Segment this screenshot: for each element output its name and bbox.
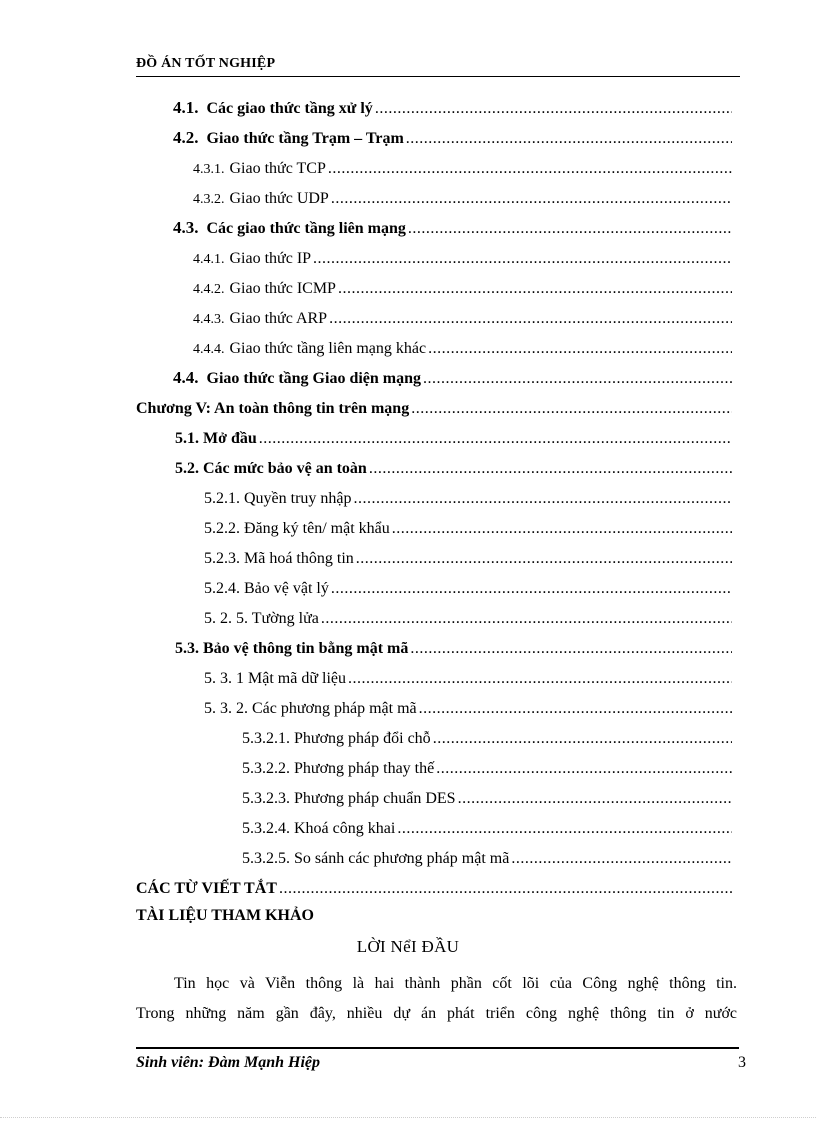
toc-leader bbox=[411, 400, 732, 418]
toc-entry[interactable] bbox=[204, 664, 732, 688]
toc-entry[interactable] bbox=[242, 814, 732, 838]
toc-entry[interactable] bbox=[173, 94, 732, 118]
toc-entry[interactable] bbox=[136, 394, 732, 418]
toc-entry-label: Giao thức tầng liên mạng khác bbox=[229, 340, 427, 357]
toc-references-entry[interactable]: TÀI LIỆU THAM KHẢO bbox=[136, 907, 314, 924]
toc-entry-number: 4.1. bbox=[173, 98, 199, 117]
toc-entry[interactable] bbox=[242, 784, 732, 808]
toc-leader bbox=[419, 700, 732, 718]
toc-entry-label: 5.2.3. Mã hoá thông tin bbox=[204, 550, 354, 567]
toc-entry-label: 5.3.2.5. So sánh các phương pháp mật mã bbox=[242, 850, 510, 867]
toc-entry-label: 5. 3. 2. Các phương pháp mật mã bbox=[204, 700, 417, 717]
toc-entry-label: 5.2.2. Đăng ký tên/ mật khẩu bbox=[204, 520, 390, 537]
toc-entry-number: 4.4.4. bbox=[193, 342, 225, 357]
toc-leader bbox=[331, 190, 732, 208]
toc-entry-label: 5.3.2.2. Phương pháp thay thế bbox=[242, 760, 435, 777]
toc-leader bbox=[406, 130, 732, 148]
toc-leader bbox=[410, 640, 732, 658]
toc-entry[interactable] bbox=[173, 124, 732, 148]
toc-entry[interactable] bbox=[204, 514, 732, 538]
page-number: 3 bbox=[738, 1054, 746, 1071]
toc-entry-label: 5.1. Mở đầu bbox=[175, 430, 257, 447]
toc-entry[interactable] bbox=[204, 574, 732, 598]
toc-leader bbox=[408, 220, 732, 238]
toc-leader bbox=[329, 310, 732, 328]
toc-entry-label: Giao thức UDP bbox=[229, 190, 329, 207]
toc-entry-number: 4.4. bbox=[173, 368, 199, 387]
toc-leader bbox=[331, 580, 732, 598]
page-header-title: ĐỒ ÁN TỐT NGHIỆP bbox=[136, 56, 276, 71]
toc-entry-label: Các giao thức tầng xử lý bbox=[206, 100, 373, 117]
toc-entry[interactable] bbox=[204, 484, 732, 508]
toc-leader bbox=[321, 610, 732, 628]
toc-entry[interactable] bbox=[173, 364, 732, 388]
toc-entry[interactable] bbox=[193, 154, 732, 178]
toc-entry-label: 5.3.2.4. Khoá công khai bbox=[242, 820, 396, 837]
toc-entry-number: 4.4.1. bbox=[193, 252, 225, 267]
toc-entry-number: 4.3.1. bbox=[193, 162, 225, 177]
toc-entry-label: CÁC TỪ VIẾT TẮT bbox=[136, 880, 277, 897]
toc-leader bbox=[433, 730, 732, 748]
toc-leader bbox=[313, 250, 732, 268]
toc-entry[interactable] bbox=[204, 544, 732, 568]
toc-leader bbox=[458, 790, 732, 808]
page-bottom-edge bbox=[0, 1117, 816, 1118]
toc-entry[interactable] bbox=[193, 244, 732, 268]
toc-leader bbox=[356, 550, 732, 568]
toc-leader bbox=[397, 820, 732, 838]
toc-leader bbox=[375, 100, 732, 118]
toc-entry-label: Giao thức ARP bbox=[229, 310, 328, 327]
toc-leader bbox=[428, 340, 732, 358]
toc-entry[interactable] bbox=[204, 604, 732, 628]
toc-leader bbox=[511, 850, 732, 868]
toc-entry-label: Các giao thức tầng liên mạng bbox=[206, 220, 406, 237]
toc-entry-label: Giao thức tầng Trạm – Trạm bbox=[206, 130, 404, 147]
toc-entry[interactable] bbox=[193, 274, 732, 298]
toc-entry-label: 5. 2. 5. Tường lửa bbox=[204, 610, 319, 627]
toc-entry-label: Chương V: An toàn thông tin trên mạng bbox=[136, 400, 410, 417]
toc-entry-label: 5.2.4. Bảo vệ vật lý bbox=[204, 580, 329, 597]
toc-leader bbox=[348, 670, 732, 688]
toc-leader bbox=[338, 280, 732, 298]
toc-leader bbox=[259, 430, 732, 448]
toc-entry[interactable] bbox=[193, 304, 732, 328]
toc-entry[interactable] bbox=[136, 874, 732, 898]
footer-author: Sinh viên: Đàm Mạnh Hiệp bbox=[136, 1054, 321, 1071]
toc-leader bbox=[279, 880, 732, 898]
toc-entry[interactable] bbox=[193, 184, 732, 208]
toc-entry-label: Giao thức IP bbox=[229, 250, 312, 267]
intro-heading: LỜI NểI ĐẦU bbox=[356, 937, 460, 956]
toc-leader bbox=[423, 370, 732, 388]
intro-paragraph-line: Trong những năm gần đây, nhiều dự án phát triển công nghệ thông tin ở nước bbox=[136, 1005, 737, 1022]
toc-entry-label: 5.2.1. Quyền truy nhập bbox=[204, 490, 352, 507]
toc-entry-label: Giao thức TCP bbox=[229, 160, 326, 177]
toc-entry-number: 4.4.3. bbox=[193, 312, 225, 327]
toc-entry[interactable] bbox=[175, 424, 732, 448]
toc-entry[interactable] bbox=[242, 844, 732, 868]
toc-entry-number: 4.3.2. bbox=[193, 192, 225, 207]
toc-entry[interactable] bbox=[204, 694, 732, 718]
toc-entry-label: 5.2. Các mức bảo vệ an toàn bbox=[175, 460, 367, 477]
toc-entry-label: 5. 3. 1 Mật mã dữ liệu bbox=[204, 670, 346, 687]
toc-entry-number: 4.3. bbox=[173, 218, 199, 237]
toc-entry[interactable] bbox=[175, 454, 732, 478]
toc-entry-label: Giao thức tầng Giao diện mạng bbox=[206, 370, 422, 387]
footer-rule bbox=[136, 1047, 739, 1049]
toc-entry-label: 5.3. Bảo vệ thông tin bằng mật mã bbox=[175, 640, 409, 657]
toc-entry[interactable] bbox=[193, 334, 732, 358]
toc-entry-number: 4.2. bbox=[173, 128, 199, 147]
toc-leader bbox=[392, 520, 732, 538]
toc-entry[interactable] bbox=[173, 214, 732, 238]
toc-entry[interactable] bbox=[242, 754, 732, 778]
toc-entry-number: 4.4.2. bbox=[193, 282, 225, 297]
toc-entry-label: 5.3.2.3. Phương pháp chuẩn DES bbox=[242, 790, 456, 807]
header-rule bbox=[136, 76, 740, 77]
toc-leader bbox=[354, 490, 732, 508]
toc-leader bbox=[328, 160, 732, 178]
toc-leader bbox=[436, 760, 732, 778]
toc-entry-label: Giao thức ICMP bbox=[229, 280, 336, 297]
intro-paragraph-line: Tin học và Viễn thông là hai thành phần cốt lõi của Công nghệ thông tin. bbox=[174, 975, 737, 992]
toc-entry[interactable] bbox=[175, 634, 732, 658]
toc-entry[interactable] bbox=[242, 724, 732, 748]
toc-entry-label: 5.3.2.1. Phương pháp đổi chỗ bbox=[242, 730, 431, 747]
toc-leader bbox=[369, 460, 732, 478]
